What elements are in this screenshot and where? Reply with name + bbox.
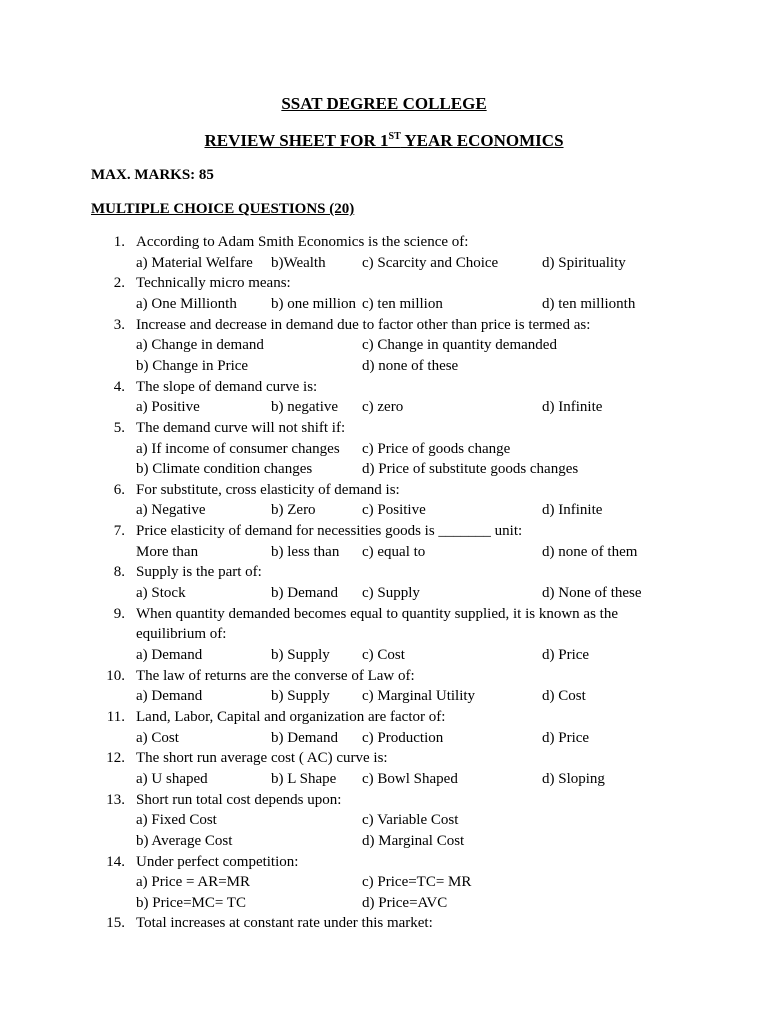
option-a: a) Demand: [136, 688, 203, 705]
option-row: [0, 335, 768, 355]
question-line: [0, 377, 768, 397]
question-number: 1.: [113, 234, 125, 250]
option-d: d) none of them: [542, 543, 638, 560]
question-line: [0, 232, 768, 252]
question-text: Short run total cost depends upon:: [136, 791, 342, 808]
question-line: [0, 707, 768, 727]
question-text: Under perfect competition:: [136, 853, 299, 870]
option-row: [0, 459, 768, 479]
question-number: 5.: [113, 419, 125, 436]
option-a: a) Fixed Cost: [136, 812, 217, 829]
question-number: 8.: [113, 564, 125, 581]
question-text: Supply is the part of:: [136, 564, 262, 581]
option-a: a) If income of consumer changes: [136, 440, 340, 457]
sheet-title-rest: YEAR ECONOMICS: [400, 131, 564, 150]
question-text: The law of returns are the converse of Law of:: [136, 667, 415, 684]
question-line: [0, 666, 768, 686]
option-d: d) Price: [542, 729, 590, 746]
sheet-title-superscript: ST: [388, 131, 401, 142]
question-line: [0, 315, 768, 335]
option-c: d) Marginal Cost: [362, 832, 465, 849]
college-name: SSAT DEGREE COLLEGE: [281, 94, 487, 113]
option-d: d) Infinite: [542, 502, 603, 519]
option-row: [0, 439, 768, 459]
option-b: b) Supply: [271, 647, 330, 663]
option-d: d) None of these: [542, 585, 642, 601]
question-number: 14.: [106, 853, 125, 870]
option-row: [0, 686, 768, 706]
option-d: d) Cost: [542, 688, 586, 705]
option-b: b) Demand: [271, 729, 339, 746]
question-line: [0, 480, 768, 500]
option-c: c) ten million: [362, 295, 443, 312]
question-text: The slope of demand curve is:: [136, 378, 318, 395]
question-number: 12.: [106, 750, 125, 767]
question-text: For substitute, cross elasticity of demand is:: [136, 481, 400, 498]
option-c: c) Variable Cost: [362, 812, 459, 829]
option-d: d) Spirituality: [542, 254, 626, 271]
option-c: c) Positive: [362, 502, 426, 519]
option-c: c) Cost: [362, 647, 405, 663]
option-row: [0, 645, 768, 665]
question-text: Technically micro means:: [136, 275, 291, 292]
option-row: [0, 872, 768, 892]
sheet-title: [0, 131, 768, 151]
option-c: c) Bowl Shaped: [362, 770, 458, 787]
question-continuation: [0, 624, 768, 644]
question-line: [0, 913, 768, 933]
question-number: 11.: [106, 709, 125, 725]
question-text: Price elasticity of demand for necessities goods is _______ unit:: [136, 523, 523, 540]
option-row: [0, 810, 768, 830]
option-d: d) Price: [542, 647, 590, 663]
option-b: b) L Shape: [271, 770, 337, 787]
option-b: b) Demand: [271, 585, 339, 601]
option-c: c) Production: [362, 729, 444, 746]
option-b: b) one million: [271, 295, 356, 312]
option-c: c) Price=TC= MR: [362, 874, 472, 891]
option-a: a) Material Welfare: [136, 254, 253, 271]
option-row: [0, 769, 768, 789]
question-number: 9.: [113, 605, 125, 622]
question-text: Total increases at constant rate under this market:: [136, 915, 433, 932]
option-c: c) Change in quantity demanded: [362, 337, 557, 354]
option-c: c) Marginal Utility: [362, 688, 476, 705]
option-d: d) ten millionth: [542, 295, 636, 312]
option-row: [0, 253, 768, 273]
option-c: c) Price of goods change: [362, 440, 511, 457]
option-a: b) Climate condition changes: [136, 461, 313, 478]
question-text: Increase and decrease in demand due to factor other than price is termed as:: [136, 316, 591, 333]
option-b: b)Wealth: [271, 254, 326, 271]
option-a: a) One Millionth: [136, 295, 237, 312]
question-number: 15.: [106, 915, 125, 932]
option-c: d) none of these: [362, 357, 459, 374]
option-a: a) Positive: [136, 399, 200, 416]
option-row: [0, 294, 768, 314]
question-line: [0, 562, 768, 582]
option-c: d) Price of substitute goods changes: [362, 461, 579, 478]
option-a: a) Change in demand: [136, 337, 264, 354]
question-number: 7.: [113, 523, 125, 540]
question-number: 6.: [113, 481, 125, 498]
question-text: The demand curve will not shift if:: [136, 419, 346, 436]
question-line: [0, 852, 768, 872]
option-row: [0, 397, 768, 417]
option-a: a) Stock: [136, 585, 186, 601]
option-a: a) Negative: [136, 502, 206, 519]
question-line: [0, 748, 768, 768]
option-c: c) equal to: [362, 543, 426, 560]
question-line: [0, 521, 768, 541]
option-b: b) negative: [271, 399, 339, 416]
question-text: The short run average cost ( AC) curve is:: [136, 750, 388, 767]
sheet-title-main: REVIEW SHEET FOR 1: [204, 131, 389, 150]
question-number: 13.: [106, 791, 125, 808]
question-text: According to Adam Smith Economics is the science of:: [136, 234, 469, 250]
option-c: c) Scarcity and Choice: [362, 254, 499, 271]
option-a: b) Price=MC= TC: [136, 894, 246, 911]
option-c: d) Price=AVC: [362, 894, 448, 911]
question-line: [0, 790, 768, 810]
option-c: c) Supply: [362, 585, 420, 601]
question-number: 4.: [113, 378, 125, 395]
option-row: [0, 893, 768, 913]
option-row: [0, 542, 768, 562]
question-text: Land, Labor, Capital and organization are factor of:: [136, 709, 446, 725]
option-d: d) Sloping: [542, 770, 605, 787]
option-a: b) Change in Price: [136, 357, 249, 374]
question-text: When quantity demanded becomes equal to quantity supplied, it is known as the: [136, 605, 618, 622]
option-row: [0, 728, 768, 748]
question-line: [0, 418, 768, 438]
option-row: [0, 356, 768, 376]
option-b: b) less than: [271, 543, 340, 560]
question-number: 10.: [106, 667, 125, 684]
option-row: [0, 583, 768, 603]
option-d: d) Infinite: [542, 399, 603, 416]
option-a: a) Demand: [136, 647, 203, 663]
option-row: [0, 831, 768, 851]
option-b: b) Zero: [271, 502, 316, 519]
option-b: b) Supply: [271, 688, 330, 705]
option-row: [0, 500, 768, 520]
max-marks: MAX. MARKS: 85: [91, 167, 214, 183]
question-line: [0, 604, 768, 624]
option-a: b) Average Cost: [136, 832, 233, 849]
option-a: a) Price = AR=MR: [136, 874, 250, 891]
option-c: c) zero: [362, 399, 404, 416]
question-number: 3.: [113, 316, 125, 333]
section-title: MULTIPLE CHOICE QUESTIONS (20): [91, 201, 355, 217]
question-number: 2.: [113, 275, 125, 292]
option-a: More than: [136, 543, 199, 560]
option-a: a) U shaped: [136, 770, 208, 787]
question-line: [0, 273, 768, 293]
question-text: equilibrium of:: [136, 626, 227, 643]
option-a: a) Cost: [136, 729, 179, 746]
